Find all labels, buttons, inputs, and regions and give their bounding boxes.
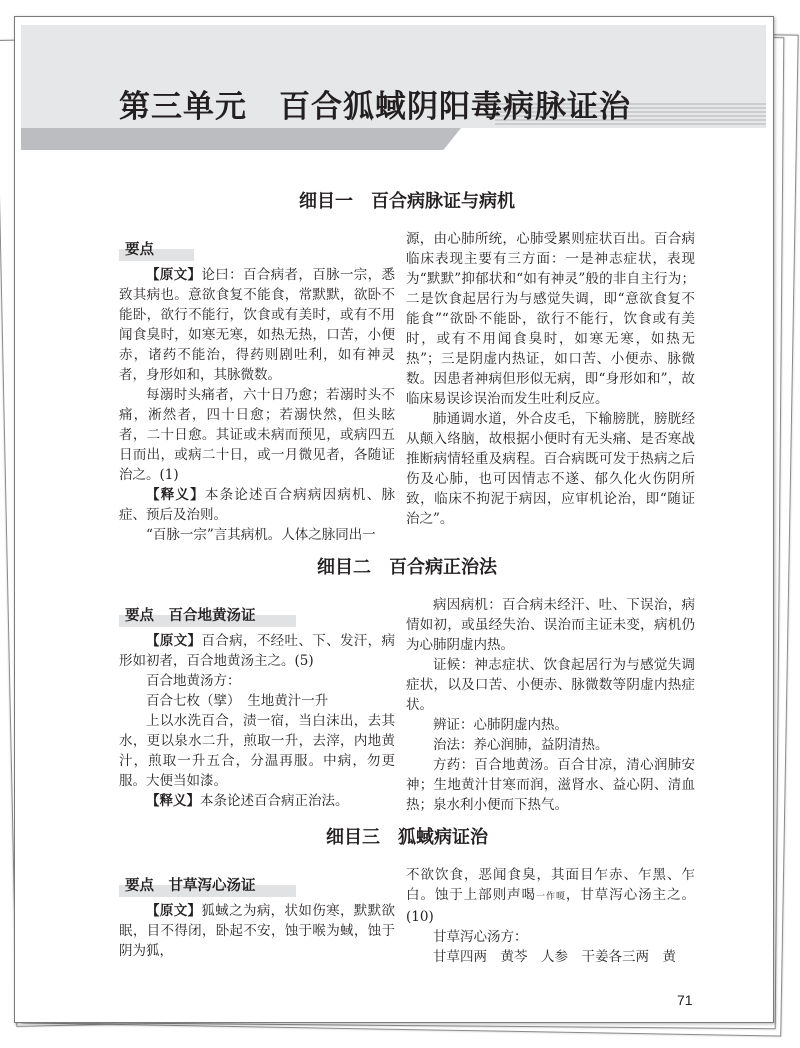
paragraph: [119, 265, 395, 385]
page-number: 71: [677, 992, 693, 1008]
paragraph: 治法：养心润肺，益阴清热。: [433, 737, 609, 753]
paragraph-text: 本条论述百合病正治法。: [200, 793, 349, 809]
book-page: [14, 16, 774, 1023]
paragraph: 方药：百合地黄汤。百合甘凉，清心润肺安神；生地黄汁甘寒而润，滋肾水、益心阴、清血热；泉水利小便而下热气。: [406, 757, 695, 813]
paragraph: [119, 631, 395, 671]
section-heading: 细目一 百合病脉证与病机: [299, 191, 515, 212]
right-column: [406, 595, 695, 815]
page-content: [119, 187, 695, 975]
paragraph: 百合七枚（擘） 生地黄汁一升: [146, 693, 329, 709]
paragraph-text: 论曰：百合病者，百脉一宗，悉致其病也。意欲食复不能食，常默默，欲卧不能卧，欲行不能行，饮食或有美时，或有不用闻食臭时，如寒无寒，如热无热，口苦，小便赤，诸药不能治，得药则剧吐利，如有神灵者，身形如和，其脉微数。: [119, 267, 396, 383]
header-bar: [21, 128, 461, 150]
key-point-label: 要点 百合地黄汤证: [119, 605, 296, 627]
inline-note: 一作嗄: [536, 892, 566, 902]
paragraph: 百合地黄汤方：: [146, 673, 241, 689]
right-column: [406, 229, 695, 529]
paragraph: 甘草泻心汤方：: [433, 929, 528, 945]
paragraph-label: 【释义】: [146, 487, 205, 503]
right-column: [406, 865, 695, 967]
left-column: [119, 865, 395, 961]
paragraph: “百脉一宗”言其病机。人体之脉同出一: [146, 527, 376, 543]
paragraph: [119, 791, 395, 811]
paragraph: [406, 865, 695, 927]
paragraph-text: 本条论述百合病病因病机、脉症、预后及治则。: [119, 487, 395, 523]
paragraph-text: 狐蜮之为病，状如伤寒，默默欲眠，目不得闭，卧起不安，蚀于喉为蜮，蚀于阴为狐，: [119, 903, 396, 959]
section: [119, 823, 695, 967]
key-point-label: 要点 甘草泻心汤证: [119, 875, 296, 897]
section: [119, 553, 695, 815]
paragraph-label: 【原文】: [146, 903, 202, 919]
section-heading: 细目三 狐蜮病证治: [326, 827, 488, 848]
paragraph-label: 【释义】: [146, 793, 200, 809]
paragraph: 病因病机：百合病未经汗、吐、下误治，病情如初，或虽经失治、误治而主证未变，病机仍为心肺阴虚内热。: [406, 597, 695, 653]
section: [119, 187, 695, 545]
paragraph: 甘草四两 黄芩 人参 干姜各三两 黄: [433, 949, 676, 965]
paragraph: 上以水洗百合，渍一宿，当白沫出，去其水，更以泉水二升，煎取一升，去滓，内地黄汁，煎取一升五合，分温再服。中病，勿更服。大便当如漆。: [119, 713, 395, 789]
paragraph-label: 【原文】: [146, 267, 202, 283]
section-columns: [119, 865, 695, 967]
paragraph-text: ，甘草泻心汤主之。(10): [406, 887, 695, 925]
section-heading: 细目二 百合病正治法: [317, 557, 497, 578]
left-column: [119, 229, 395, 545]
paragraph: [119, 485, 395, 525]
left-column: [119, 595, 395, 811]
paragraph-text: 不欲饮食，恶闻食臭，其面目乍赤、乍黑、乍白。蚀于上部则声喝: [406, 867, 695, 903]
section-columns: [119, 595, 695, 815]
paragraph: [119, 901, 395, 961]
key-point-label: 要点: [119, 239, 194, 261]
paragraph: 肺通调水道，外合皮毛，下输膀胱，膀胱经从颠入络脑，故根据小便时有无头痛、是否寒战推断病情轻重及病程。百合病既可发于热病之后伤及心肺，也可因情志不遂、郁久化火伤阴所致，临床不拘泥于病因，应审机论治，即“随证治之”。: [406, 411, 695, 527]
paragraph: 证候：神志症状、饮食起居行为与感觉失调症状，以及口苦、小便赤、脉微数等阴虚内热症状。: [406, 657, 695, 713]
paragraph: 辨证：心肺阴虚内热。: [433, 717, 568, 733]
paragraph: 每溺时头痛者，六十日乃愈；若溺时头不痛，淅然者，四十日愈；若溺快然，但头眩者，二十日愈。其证或未病而预见，或病四五日而出，或病二十日，或一月微见者，各随证治之。(1): [119, 387, 395, 483]
paragraph-text: 百合病，不经吐、下、发汗，病形如初者，百合地黄汤主之。(5): [119, 633, 396, 669]
unit-title: 第三单元 百合狐蜮阴阳毒病脉证治: [119, 89, 631, 125]
paragraph-label: 【原文】: [146, 633, 202, 649]
section-columns: [119, 229, 695, 545]
paragraph: 源，由心肺所统，心肺受累则症状百出。百合病临床表现主要有三方面：一是神志症状，表现为“默默”抑郁状和“如有神灵”般的非自主行为；二是饮食起居行为与感觉失调，即“意欲食复不能食”“欲卧不能卧，欲行不能行，饮食或有美时，或有不用闻食臭时，如寒无寒，如热无热”；三是阴虚内热证，如口苦、小便赤、脉微数。因患者神病但形似无病，即“身形如和”，故临床易误诊误治而发生吐利反应。: [406, 231, 695, 407]
